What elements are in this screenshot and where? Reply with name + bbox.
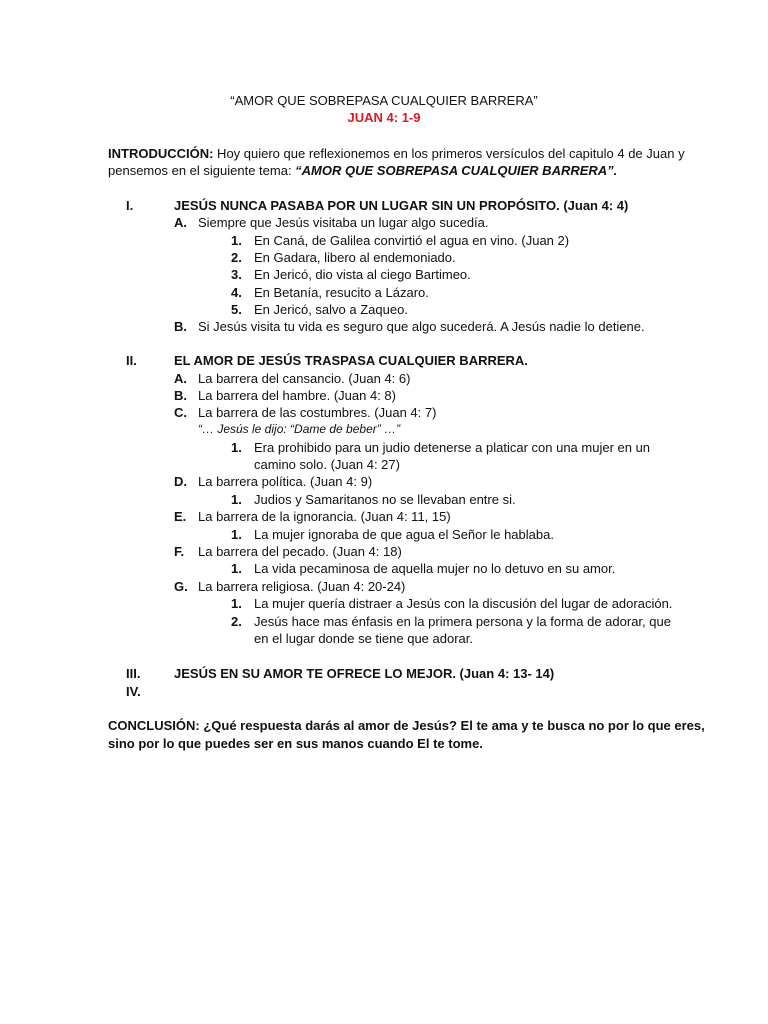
section-2-d-letter: D.	[174, 474, 187, 489]
intro-theme: “AMOR QUE SOBREPASA CUALQUIER BARRERA”.	[295, 163, 618, 178]
section-2-c-text: La barrera de las costumbres. (Juan 4: 7)	[198, 405, 437, 420]
section-3-number: III.	[126, 666, 141, 681]
intro-text-1: Hoy quiero que reflexionemos en los primeros versículos del capitulo 4 de Juan y	[213, 146, 685, 161]
section-2-c-item-1-number: 1.	[231, 440, 242, 455]
conclusion-text-2: sino por lo que puedes ser en sus manos cuando El te tome.	[108, 736, 483, 751]
section-2-g-item-2-text-1: Jesús hace mas énfasis en la primera persona y la forma de adorar, que	[254, 614, 671, 629]
document-subtitle: JUAN 4: 1-9	[347, 110, 421, 125]
section-1-b-text: Si Jesús visita tu vida es seguro que algo sucederá. A Jesús nadie lo detiene.	[198, 319, 645, 334]
conclusion-text-1: ¿Qué respuesta darás al amor de Jesús? El te ama y te busca no por lo que eres,	[199, 718, 705, 733]
section-2-c-quote: “… Jesús le dijo: “Dame de beber” …”	[198, 422, 401, 436]
section-2-e-item-1-text: La mujer ignoraba de que agua el Señor le hablaba.	[254, 527, 554, 542]
section-1-a-item-1-text: En Caná, de Galilea convirtió el agua en vino. (Juan 2)	[254, 233, 570, 248]
section-1-number: I.	[126, 198, 134, 213]
section-2-f-text: La barrera del pecado. (Juan 4: 18)	[198, 544, 402, 559]
section-1-a-item-2-text: En Gadara, libero al endemoniado.	[254, 250, 456, 265]
intro-line-2	[108, 162, 617, 179]
section-2-g-item-2-number: 2.	[231, 614, 242, 629]
section-2-heading: EL AMOR DE JESÚS TRASPASA CUALQUIER BARRERA.	[174, 353, 528, 368]
intro-text-2: pensemos en el siguiente tema:	[108, 163, 296, 178]
section-1-a-item-3-number: 3.	[231, 267, 242, 282]
section-1-a-item-5-number: 5.	[231, 302, 242, 317]
section-2-e-letter: E.	[174, 509, 187, 524]
section-2-c-item-1-text-1: Era prohibido para un judio detenerse a platicar con una mujer en un	[254, 440, 651, 455]
section-1-a-letter: A.	[174, 215, 187, 230]
section-2-g-item-2-text-2: en el lugar donde se tiene que adorar.	[254, 631, 474, 646]
section-2-e-text: La barrera de la ignorancia. (Juan 4: 11, 15)	[198, 509, 451, 524]
section-2-b-text: La barrera del hambre. (Juan 4: 8)	[198, 388, 396, 403]
section-1-a-item-4-text: En Betanía, resucito a Lázaro.	[254, 285, 429, 300]
section-2-d-item-1-text: Judios y Samaritanos no se llevaban entre si.	[254, 492, 516, 507]
intro-line-1	[108, 145, 685, 162]
section-2-c-letter: C.	[174, 405, 187, 420]
section-1-a-item-1-number: 1.	[231, 233, 242, 248]
section-2-b-letter: B.	[174, 388, 187, 403]
section-2-g-item-1-text: La mujer quería distraer a Jesús con la discusión del lugar de adoración.	[254, 596, 673, 611]
section-4-number: IV.	[126, 684, 141, 699]
section-3-heading: JESÚS EN SU AMOR TE OFRECE LO MEJOR. (Juan 4: 13- 14)	[174, 666, 555, 681]
intro-label: INTRODUCCIÓN:	[108, 146, 214, 161]
section-2-d-text: La barrera política. (Juan 4: 9)	[198, 474, 373, 489]
section-2-f-item-1-text: La vida pecaminosa de aquella mujer no lo detuvo en su amor.	[254, 561, 616, 576]
conclusion-label: CONCLUSIÓN:	[108, 718, 200, 733]
section-2-g-item-1-number: 1.	[231, 596, 242, 611]
section-1-a-item-2-number: 2.	[231, 250, 242, 265]
section-2-g-text: La barrera religiosa. (Juan 4: 20-24)	[198, 579, 406, 594]
section-1-a-text: Siempre que Jesús visitaba un lugar algo sucedía.	[198, 215, 489, 230]
section-2-a-text: La barrera del cansancio. (Juan 4: 6)	[198, 371, 411, 386]
section-2-f-letter: F.	[174, 544, 185, 559]
section-1-b-letter: B.	[174, 319, 187, 334]
section-2-c-item-1-text-2: camino solo. (Juan 4: 27)	[254, 457, 400, 472]
section-2-g-letter: G.	[174, 579, 188, 594]
section-2-number: II.	[126, 353, 137, 368]
section-1-a-item-4-number: 4.	[231, 285, 242, 300]
section-1-heading: JESÚS NUNCA PASABA POR UN LUGAR SIN UN PROPÓSITO. (Juan 4: 4)	[174, 198, 629, 213]
section-2-d-item-1-number: 1.	[231, 492, 242, 507]
section-1-a-item-3-text: En Jericó, dio vista al ciego Bartimeo.	[254, 267, 471, 282]
section-2-f-item-1-number: 1.	[231, 561, 242, 576]
section-2-a-letter: A.	[174, 371, 187, 386]
section-1-a-item-5-text: En Jericó, salvo a Zaqueo.	[254, 302, 408, 317]
conclusion-line-1	[108, 717, 705, 734]
document-title: “AMOR QUE SOBREPASA CUALQUIER BARRERA”	[230, 93, 538, 108]
section-2-e-item-1-number: 1.	[231, 527, 242, 542]
